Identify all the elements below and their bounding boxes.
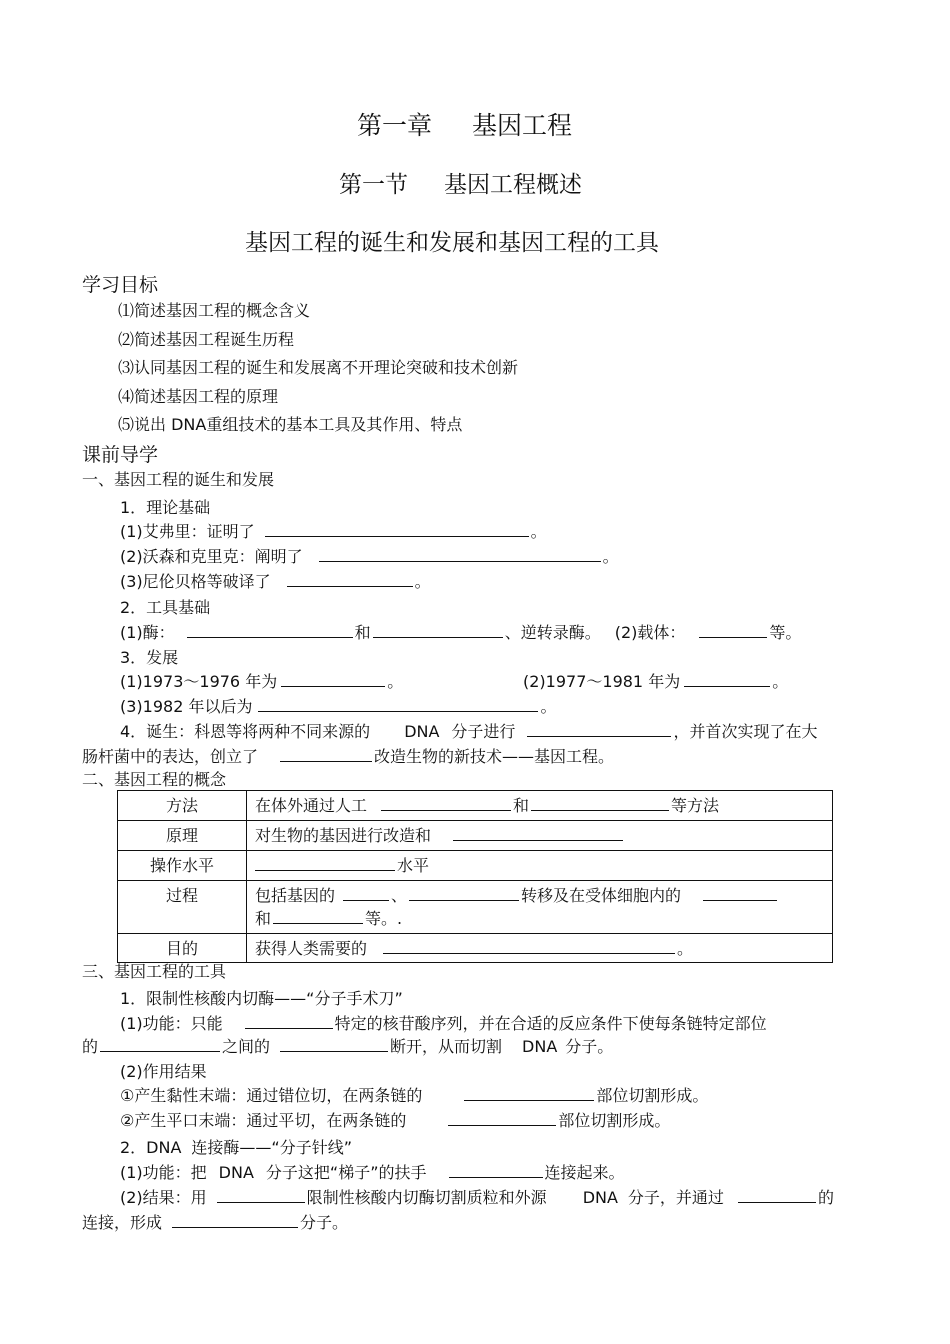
answer-blank[interactable] [449, 1176, 543, 1178]
answer-blank[interactable] [343, 899, 389, 901]
section-name: 基因工程概述 [444, 172, 582, 198]
dev-line-1: (1)1973～1976 年为 。 [120, 672, 404, 691]
row-key: 原理 [118, 821, 247, 851]
row-key: 过程 [118, 881, 247, 934]
answer-blank[interactable] [287, 585, 413, 587]
ligase-title: 2．DNA 连接酶——“分子针线” [120, 1138, 353, 1157]
birth-line-2: 肠杆菌中的表达，创立了 改造生物的新技术——基因工程。 [82, 747, 615, 766]
re-blunt-line: ②产生平口末端：通过平切，在两条链的 部位切割形成。 [120, 1111, 671, 1130]
answer-blank[interactable] [187, 636, 353, 638]
answer-blank[interactable] [684, 685, 770, 687]
theory-line-2: (2)沃森和克里克：阐明了 。 [120, 547, 619, 566]
answer-blank[interactable] [453, 839, 623, 841]
answer-blank[interactable] [280, 760, 372, 762]
answer-blank[interactable] [703, 899, 777, 901]
answer-blank[interactable] [273, 922, 363, 924]
answer-blank[interactable] [381, 809, 511, 811]
table-row [118, 851, 833, 881]
goal-item: ⑷简述基因工程的原理 [118, 387, 279, 406]
row-value: 在体外通过人工 和 等方法 [247, 791, 833, 821]
ligase-result-line-1: (2)结果：用 限制性核酸内切酶切割质粒和外源 DNA 分子，并通过 的 [120, 1188, 834, 1207]
topic-title: 基因工程的诞生和发展和基因工程的工具 [245, 230, 659, 256]
theory-line-3: (3)尼伦贝格等破译了 。 [120, 572, 431, 591]
re-title: 1．限制性核酸内切酶——“分子手术刀” [120, 989, 403, 1008]
goal-item: ⑶认同基因工程的诞生和发展离不开理论突破和技术创新 [118, 358, 519, 377]
table-row [118, 881, 833, 934]
row-value: 获得人类需要的 。 [247, 934, 833, 963]
re-result-title: (2)作用结果 [120, 1062, 207, 1081]
re-func-line-2: 的 之间的 断开，从而切割 DNA 分子。 [82, 1037, 614, 1056]
goals-heading: 学习目标 [82, 274, 159, 296]
dev-line-3: (3)1982 年以后为 。 [120, 697, 557, 716]
part3-heading: 三、基因工程的工具 [82, 962, 227, 981]
theory-title: 1．理论基础 [120, 498, 211, 517]
tools-line: (1)酶： 和 、逆转录酶。 (2)载体： 等。 [120, 623, 802, 642]
row-key: 操作水平 [118, 851, 247, 881]
row-value: 水平 [247, 851, 833, 881]
ligase-result-line-2: 连接，形成 分子。 [82, 1213, 349, 1232]
answer-blank[interactable] [319, 560, 601, 562]
chapter-name: 基因工程 [472, 111, 573, 140]
answer-blank[interactable] [280, 1050, 388, 1052]
section-title [339, 166, 582, 199]
answer-blank[interactable] [527, 735, 671, 737]
re-sticky-line: ①产生黏性末端：通过错位切，在两条链的 部位切割形成。 [120, 1086, 709, 1105]
row-key: 目的 [118, 934, 247, 963]
answer-blank[interactable] [255, 869, 395, 871]
answer-blank[interactable] [281, 685, 385, 687]
row-key: 方法 [118, 791, 247, 821]
answer-blank[interactable] [265, 535, 529, 537]
ligase-func-line: (1)功能：把 DNA 分子这把“梯子”的扶手 连接起来。 [120, 1163, 625, 1182]
answer-blank[interactable] [100, 1050, 220, 1052]
chapter-title [357, 106, 572, 142]
answer-blank[interactable] [245, 1027, 333, 1029]
answer-blank[interactable] [409, 899, 519, 901]
dev-line-2: (2)1977～1981 年为 。 [523, 672, 789, 691]
part1-heading: 一、基因工程的诞生和发展 [82, 470, 275, 489]
answer-blank[interactable] [258, 710, 538, 712]
answer-blank[interactable] [738, 1201, 816, 1203]
birth-line-1: 4．诞生：科恩等将两种不同来源的 DNA 分子进行 ，并首次实现了在大 [120, 722, 818, 741]
tools-title: 2．工具基础 [120, 598, 211, 617]
table-row [118, 791, 833, 821]
section-number: 第一节 [339, 172, 408, 198]
answer-blank[interactable] [699, 636, 767, 638]
dev-title: 3．发展 [120, 648, 179, 667]
theory-line-1: (1)艾弗里：证明了 。 [120, 522, 547, 541]
answer-blank[interactable] [464, 1099, 594, 1101]
answer-blank[interactable] [373, 636, 503, 638]
answer-blank[interactable] [531, 809, 669, 811]
table-row [118, 821, 833, 851]
guide-heading: 课前导学 [82, 444, 159, 466]
goal-item: ⑴简述基因工程的概念含义 [118, 301, 311, 320]
answer-blank[interactable] [172, 1226, 298, 1228]
row-value: 包括基因的 、 转移及在受体细胞内的 和 等。. [247, 881, 833, 934]
answer-blank[interactable] [217, 1201, 305, 1203]
goal-item: ⑸说出 DNA重组技术的基本工具及其作用、特点 [118, 415, 463, 434]
answer-blank[interactable] [448, 1124, 556, 1126]
goal-item: ⑵简述基因工程诞生历程 [118, 330, 295, 349]
chapter-number: 第一章 [357, 111, 433, 140]
answer-blank[interactable] [383, 952, 675, 954]
concept-table [117, 790, 833, 963]
row-value: 对生物的基因进行改造和 [247, 821, 833, 851]
part2-heading: 二、基因工程的概念 [82, 770, 227, 789]
re-func-line-1: (1)功能：只能 特定的核苷酸序列，并在合适的反应条件下使每条链特定部位 [120, 1014, 767, 1033]
